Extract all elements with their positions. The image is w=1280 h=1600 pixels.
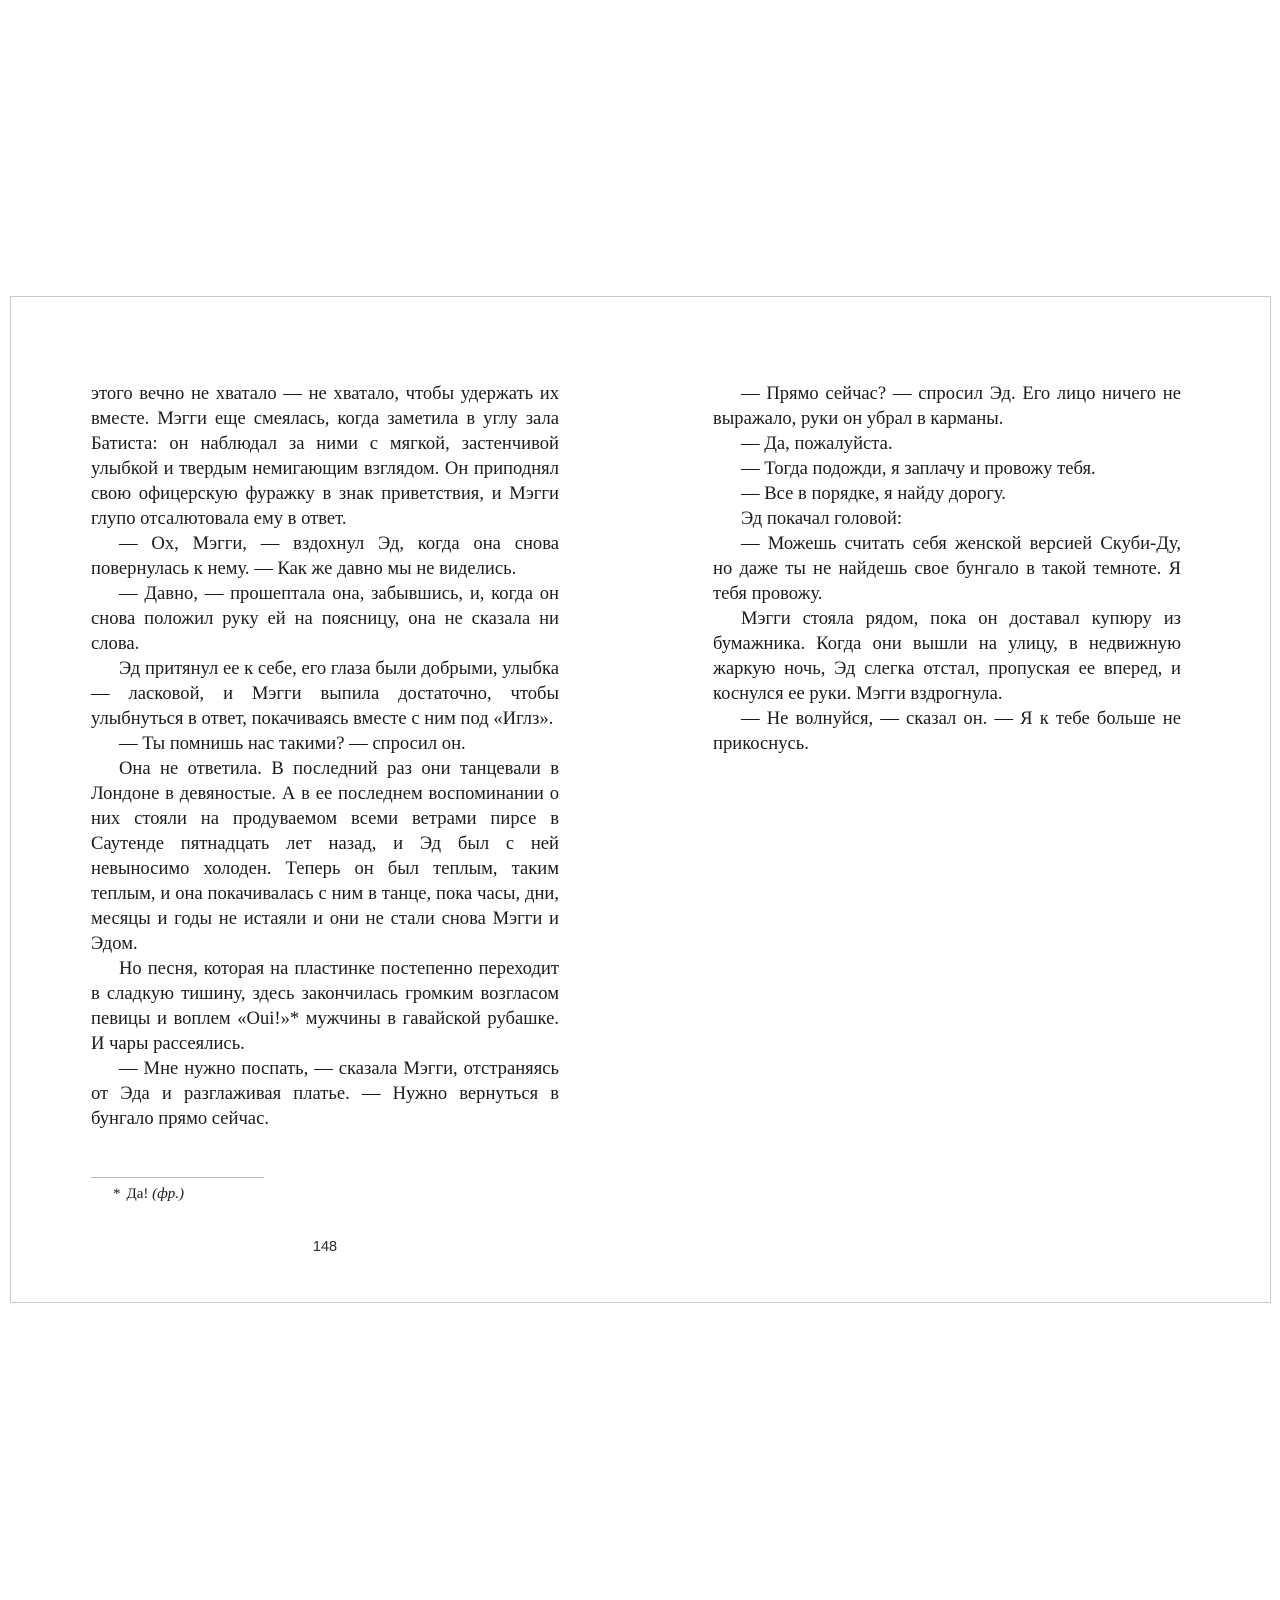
footnote-divider — [91, 1177, 264, 1178]
footnote — [113, 1184, 184, 1204]
paragraph: Эд притянул ее к себе, его глаза были добрыми, улыбка — ласковой, и Мэгги выпила достаточно, чтобы улыбнуться в ответ, покачиваясь вместе с ним под «Иглз». — [91, 658, 559, 729]
paragraph: Но песня, которая на пластинке постепенно переходит в сладкую тишину, здесь закончилась громким возгласом певицы и воплем «Oui!»* мужчины в гавайской рубашке. И чары рассеялись. — [91, 958, 559, 1054]
paragraph: — Ты помнишь нас такими? — спросил он. — [119, 733, 466, 754]
paragraph: — Тогда подожди, я заплачу и провожу тебя. — [741, 458, 1096, 479]
paragraph: — Можешь считать себя женской версией Скуби-Ду, но даже ты не найдешь свое бунгало в такой темноте. Я тебя провожу. — [713, 533, 1181, 604]
paragraph: — Давно, — прошептала она, забывшись, и, когда он снова положил руку ей на поясницу, она не сказала ни слова. — [91, 583, 559, 654]
footnote-language-note: (фр.) — [152, 1186, 185, 1202]
paragraph: — Ох, Мэгги, — вздохнул Эд, когда она снова повернулась к нему. — Как же давно мы не виделись. — [91, 533, 559, 579]
footnote-mark: * — [113, 1186, 121, 1202]
paragraph: — Мне нужно поспать, — сказала Мэгги, отстраняясь от Эда и разглаживая платье. — Нужно вернуться в бунгало прямо сейчас. — [91, 1058, 559, 1129]
paragraph: Она не ответила. В последний раз они танцевали в Лондоне в девяностые. А в ее последнем воспоминании о них стояли на продуваемом всеми ветрами пирсе в Саутенде пятнадцать лет назад, и Эд был с ней невыносимо холоден. Теперь он был теплым, таким теплым, и она покачивалась с ним в танце, пока часы, дни, месяцы и годы не истаяли и они не стали снова Мэгги и Эдом. — [91, 758, 559, 954]
paragraph: — Да, пожалуйста. — [741, 433, 893, 454]
paragraph: — Все в порядке, я найду дорогу. — [741, 483, 1006, 504]
paragraph: Мэгги стояла рядом, пока он доставал купюру из бумажника. Когда они вышли на улицу, в недвижную жаркую ночь, Эд слегка отстал, пропуская ее вперед, и коснулся ее руки. Мэгги вздрогнула. — [713, 608, 1181, 704]
page-number: 148 — [312, 1239, 338, 1255]
left-page-text — [91, 381, 559, 1131]
paragraph: — Прямо сейчас? — спросил Эд. Его лицо ничего не выражало, руки он убрал в карманы. — [713, 383, 1181, 429]
book-spread — [10, 296, 1271, 1303]
footnote-text: Да! — [126, 1186, 149, 1202]
paragraph: Эд покачал головой: — [741, 508, 902, 529]
paragraph: — Не волнуйся, — сказал он. — Я к тебе больше не прикоснусь. — [713, 708, 1181, 754]
right-page-text — [713, 381, 1181, 756]
paragraph: этого вечно не хватало — не хватало, чтобы удержать их вместе. Мэгги еще смеялась, когда заметила в углу зала Батиста: он наблюдал за ними с мягкой, застенчивой улыбкой и твердым немигающим взглядом. Он приподнял свою офицерскую фуражку в знак приветствия, и Мэгги глупо отсалютовала ему в ответ. — [91, 383, 559, 529]
